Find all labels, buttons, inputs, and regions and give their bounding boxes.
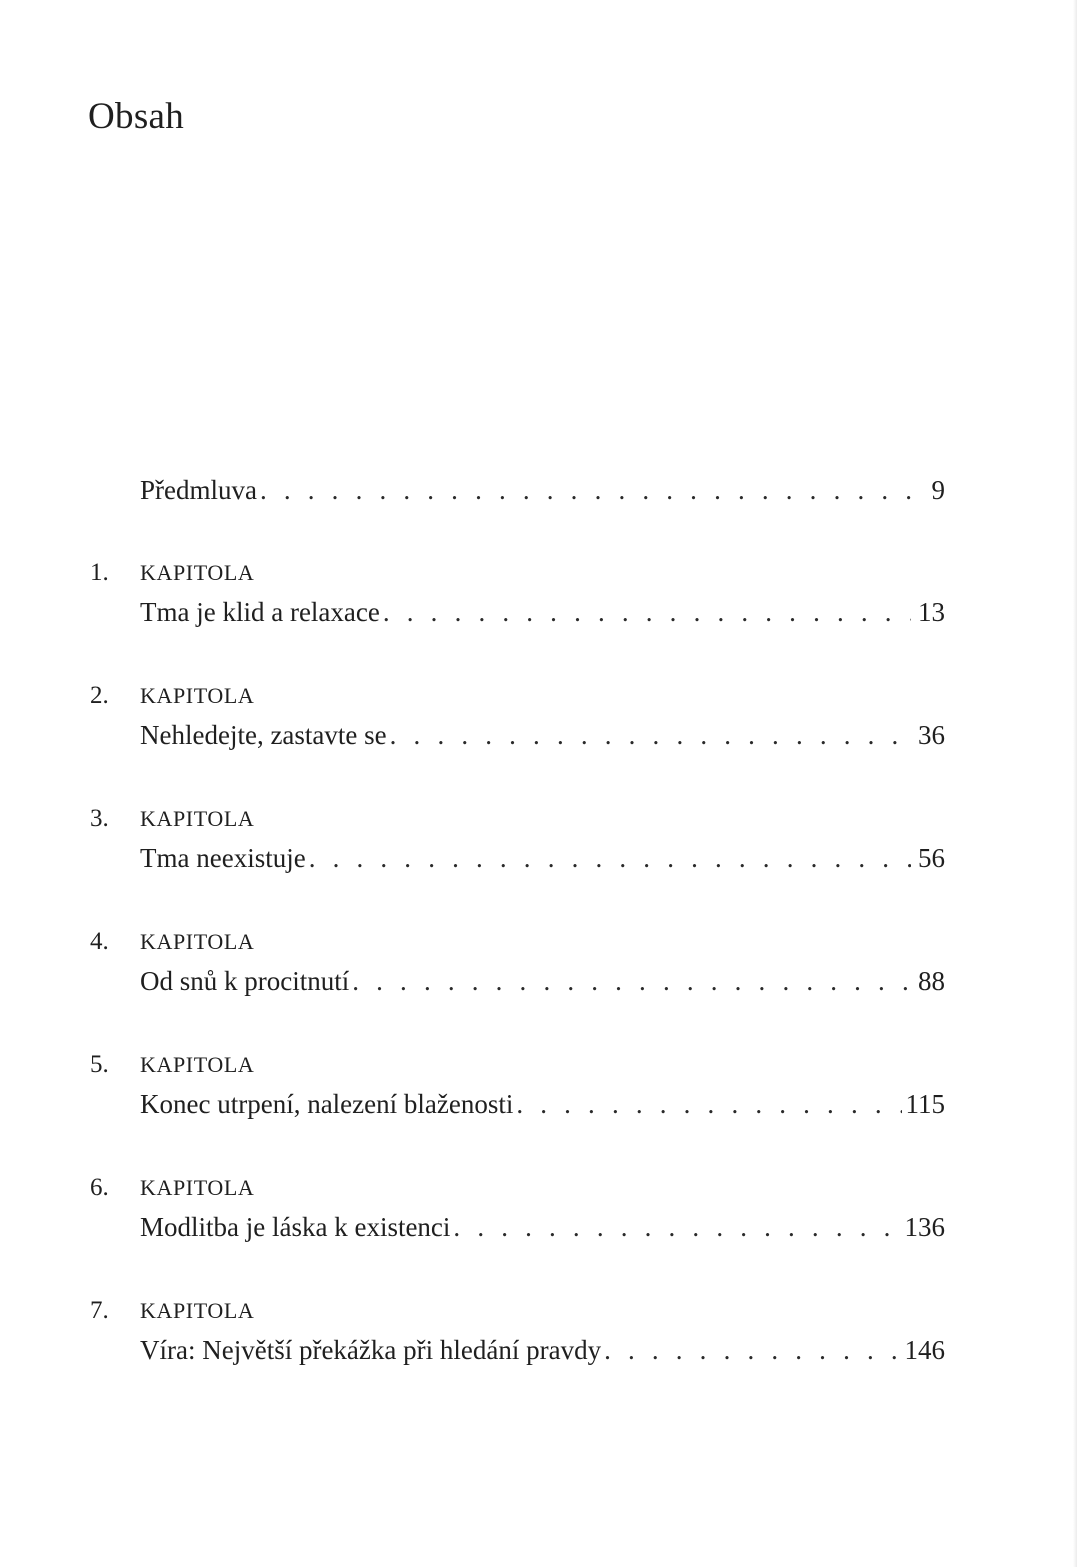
- toc-entry-chapter-5[interactable]: [90, 1048, 945, 1126]
- toc-entry-preface[interactable]: [140, 468, 945, 512]
- page-number: 136: [904, 1212, 945, 1242]
- chapter-number: 5.: [90, 1051, 109, 1078]
- toc-entry-chapter-1[interactable]: [90, 556, 945, 634]
- toc-entry-row: [140, 1205, 945, 1249]
- page-number: 88: [918, 966, 945, 996]
- chapter-number: 6.: [90, 1174, 109, 1201]
- chapter-heading: [90, 1294, 945, 1328]
- dot-leader: [383, 590, 911, 634]
- dot-leader: [352, 959, 911, 1003]
- chapter-number: 2.: [90, 682, 109, 709]
- toc-entry-row: [140, 590, 945, 634]
- chapter-heading: [90, 802, 945, 836]
- page-number: 36: [918, 720, 945, 750]
- chapter-number: 1.: [90, 559, 109, 586]
- dot-leader: [453, 1205, 900, 1249]
- dot-leader: [516, 1082, 901, 1126]
- entry-title: Předmluva: [140, 475, 257, 505]
- page-number: 115: [905, 1089, 945, 1119]
- page-edge: [1073, 0, 1077, 1567]
- dot-leader: [604, 1328, 900, 1372]
- page-title: Obsah: [88, 96, 185, 137]
- toc-entry-chapter-7[interactable]: [90, 1294, 945, 1372]
- entry-title: Od snů k procitnutí: [140, 966, 350, 996]
- chapter-kicker: KAPITOLA: [140, 683, 255, 708]
- toc-entry-chapter-2[interactable]: [90, 679, 945, 757]
- entry-title: Tma je klid a relaxace: [140, 597, 380, 627]
- toc-entry-chapter-6[interactable]: [90, 1171, 945, 1249]
- chapter-kicker: KAPITOLA: [140, 806, 255, 831]
- dot-leader: [260, 468, 911, 512]
- chapter-number: 3.: [90, 805, 109, 832]
- page-number: 146: [904, 1335, 945, 1365]
- chapter-heading: [90, 1048, 945, 1082]
- chapter-heading: [90, 925, 945, 959]
- page-number: 13: [918, 597, 945, 627]
- entry-title: Modlitba je láska k existenci: [140, 1212, 451, 1242]
- chapter-heading: [90, 1171, 945, 1205]
- chapter-kicker: KAPITOLA: [140, 1052, 255, 1077]
- toc-entry-row: [140, 836, 945, 880]
- entry-title: Víra: Největší překážka při hledání pravdy: [140, 1335, 602, 1365]
- chapter-heading: [90, 556, 945, 590]
- chapter-kicker: KAPITOLA: [140, 1175, 255, 1200]
- chapter-number: 4.: [90, 928, 109, 955]
- toc-entry-row: [140, 713, 945, 757]
- chapter-kicker: KAPITOLA: [140, 560, 255, 585]
- dot-leader: [390, 713, 911, 757]
- entry-title: Nehledejte, zastavte se: [140, 720, 387, 750]
- toc-entry-row: [140, 1328, 945, 1372]
- chapter-heading: [90, 679, 945, 713]
- toc-entry-row: [140, 959, 945, 1003]
- page-number: 56: [918, 843, 945, 873]
- entry-title: Tma neexistuje: [140, 843, 306, 873]
- entry-title: Konec utrpení, nalezení blaženosti: [140, 1089, 514, 1119]
- toc-entry-row: [140, 1082, 945, 1126]
- page-number: 9: [931, 475, 945, 505]
- chapter-number: 7.: [90, 1297, 109, 1324]
- toc-entry-chapter-3[interactable]: [90, 802, 945, 880]
- chapter-kicker: KAPITOLA: [140, 929, 255, 954]
- toc-entry-chapter-4[interactable]: [90, 925, 945, 1003]
- toc-entry-row: [140, 468, 945, 512]
- chapter-kicker: KAPITOLA: [140, 1298, 255, 1323]
- dot-leader: [309, 836, 911, 880]
